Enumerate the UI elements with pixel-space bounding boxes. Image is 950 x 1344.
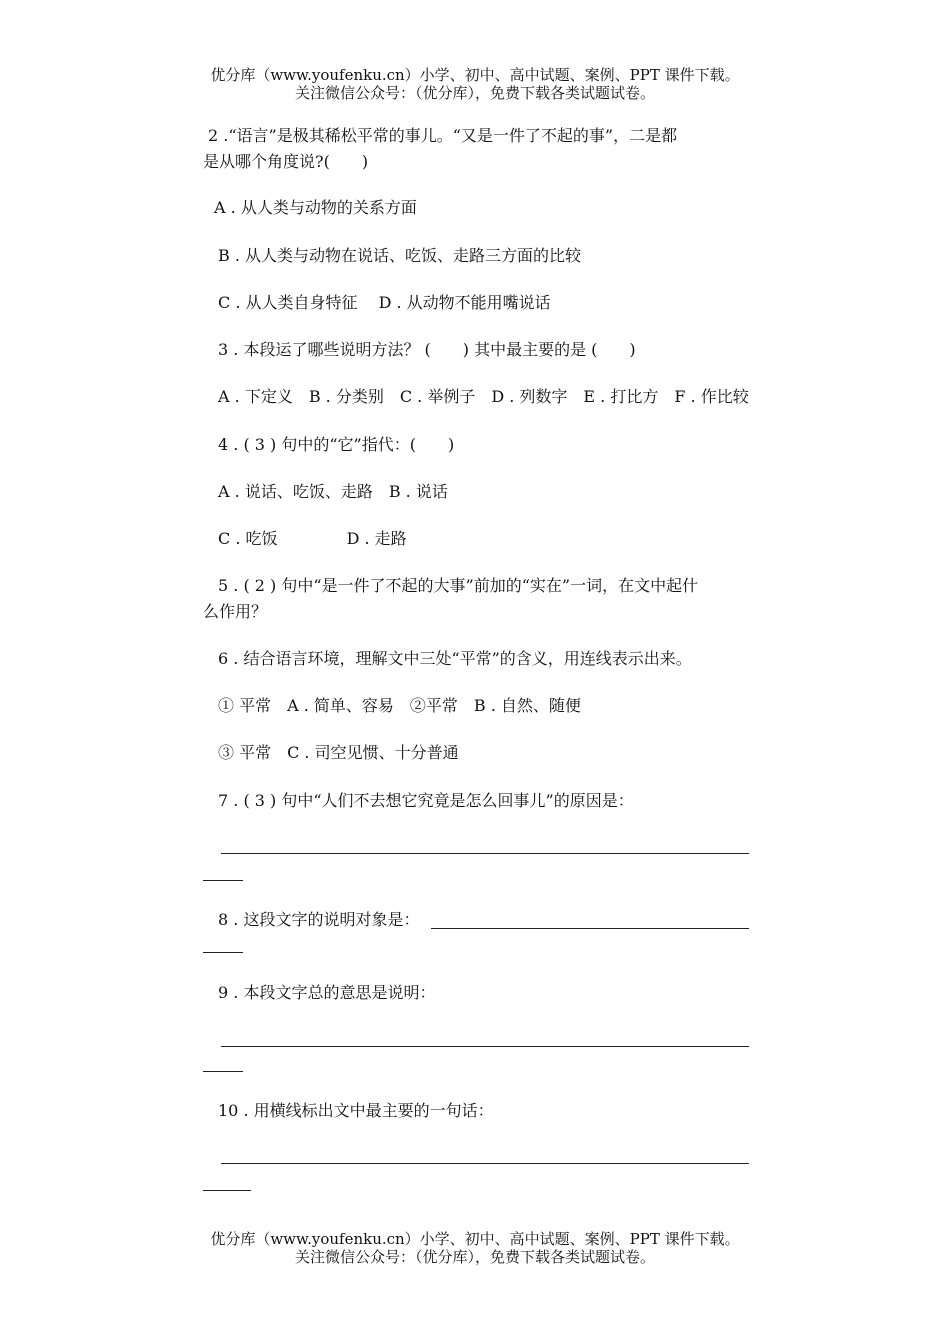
question-10-answer-line[interactable] [221, 1163, 749, 1164]
question-2-line-2: 是从哪个角度说?( ) [203, 152, 369, 171]
question-6-row-2: ③ 平常 C . 司空见惯、十分普通 [218, 743, 459, 762]
question-4-option-ab: A . 说话、吃饭、走路 B . 说话 [218, 482, 448, 501]
question-2-option-a: A . 从人类与动物的关系方面 [214, 198, 417, 217]
question-5-line-1: 5 . ( 2 ) 句中“是一件了不起的大事”前加的“实在”一词，在文中起什 [218, 576, 699, 595]
question-7-answer-line[interactable] [221, 853, 749, 854]
question-6-row-1: ① 平常 A . 简单、容易 ②平常 B . 自然、随便 [218, 696, 581, 715]
question-7-answer-line-continued[interactable] [203, 880, 243, 881]
question-2-line-1: 2 .“语言”是极其稀松平常的事儿。“又是一件了不起的事”，二是都 [208, 126, 678, 145]
question-4-option-cd: C . 吃饭 D . 走路 [218, 529, 407, 548]
question-3-options: A . 下定义 B . 分类别 C . 举例子 D . 列数字 E . 打比方 F . 作比较 [218, 387, 749, 406]
question-9-answer-line-continued[interactable] [203, 1071, 243, 1072]
footer-line-2: 关注微信公众号：（优分库），免费下载各类试题试卷。 [294, 1248, 655, 1266]
header-line-2: 关注微信公众号：（优分库），免费下载各类试题试卷。 [294, 84, 655, 102]
question-8-answer-line-continued[interactable] [203, 952, 243, 953]
question-9: 9 . 本段文字总的意思是说明： [218, 983, 436, 1002]
question-8-answer-line[interactable] [431, 928, 749, 929]
question-10-answer-line-continued[interactable] [203, 1190, 251, 1191]
question-3: 3 . 本段运了哪些说明方法？ ( ) 其中最主要的是 ( ) [218, 340, 636, 359]
question-10: 10 . 用横线标出文中最主要的一句话： [218, 1101, 494, 1120]
question-7: 7 . ( 3 ) 句中“人们不去想它究竟是怎么回事儿”的原因是： [218, 791, 634, 810]
question-4: 4 . ( 3 ) 句中的“它”指代：( ) [218, 435, 455, 454]
question-2-option-b: B . 从人类与动物在说话、吃饭、走路三方面的比较 [218, 246, 582, 265]
page-footer [0, 1230, 950, 1266]
header-line-1: 优分库（www.youfenku.cn）小学、初中、高中试题、案例、PPT 课件下载。 [210, 66, 740, 84]
question-6: 6 . 结合语言环境，理解文中三处“平常”的含义，用连线表示出来。 [218, 649, 692, 668]
question-5-line-2: 么作用？ [203, 602, 268, 621]
question-2-option-cd: C . 从人类自身特征 D . 从动物不能用嘴说话 [218, 293, 551, 312]
question-8: 8 . 这段文字的说明对象是： [218, 910, 420, 929]
page-header [0, 66, 950, 102]
question-9-answer-line[interactable] [221, 1046, 749, 1047]
footer-line-1: 优分库（www.youfenku.cn）小学、初中、高中试题、案例、PPT 课件下载。 [210, 1230, 740, 1248]
